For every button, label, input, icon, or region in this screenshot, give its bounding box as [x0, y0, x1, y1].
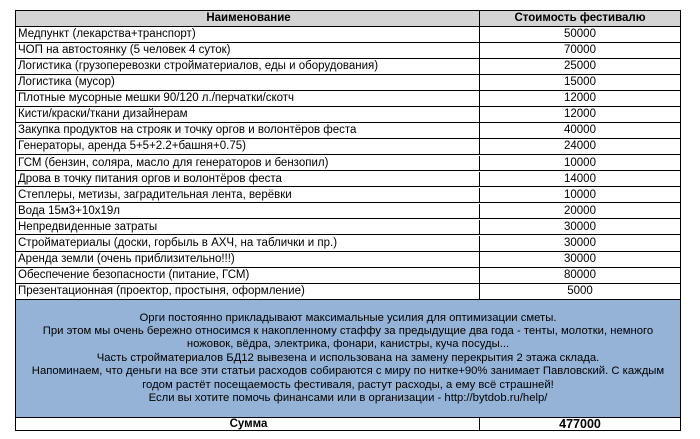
item-name: Обеспечение безопасности (питание, ГСМ) — [16, 268, 480, 283]
item-cost: 5000 — [567, 285, 593, 298]
table-row — [16, 220, 680, 236]
table-row — [16, 236, 680, 252]
header-cost: Стоимость фестивалю — [514, 12, 646, 24]
table-row — [16, 139, 680, 155]
header-name: Наименование — [16, 11, 480, 26]
item-name: Стройматериалы (доски, горбыль в АХЧ, на таблички и пр.) — [16, 236, 480, 251]
item-name: ГСМ (бензин, солярa, масло для генераторов и бензопил) — [16, 156, 480, 171]
item-cost: 15000 — [564, 76, 596, 89]
item-cost: 30000 — [564, 220, 596, 233]
item-name: Кисти/краски/ткани дизайнерам — [16, 107, 480, 122]
note-line: Часть стройматериалов БД12 вывезена и использована на замену перекрытия 2 этажа склада. — [96, 351, 600, 364]
budget-table — [15, 10, 681, 431]
item-name: Аренда земли (очень приблизительно!!!) — [16, 252, 480, 267]
table-row — [16, 75, 680, 91]
item-cost: 25000 — [564, 60, 596, 73]
table-row — [16, 43, 680, 59]
item-name: Закупка продуктов на строяк и точку оргов и волонтёров феста — [16, 123, 480, 138]
table-row — [16, 27, 680, 43]
table-row — [16, 268, 680, 284]
note-line: При этом мы очень бережно относимся к накопленному стаффу за предыдущие два года - тенты, молотки, немного — [42, 324, 654, 337]
note-line: годом растёт посещаемость фестиваля, растут расходы, а ему всё страшней! — [142, 378, 554, 391]
item-name: Презентационная (проектор, простыня, оформление) — [16, 284, 480, 299]
item-cost: 40000 — [564, 124, 596, 137]
note-line: Напоминаем, что деньги на все эти статьи расходов собираются с миру по нитке+90% занимает Павловский. С каждым — [31, 365, 665, 378]
table-row — [16, 123, 680, 139]
item-cost: 12000 — [564, 92, 596, 105]
total-label: Сумма — [16, 418, 480, 430]
table-row — [16, 59, 680, 75]
item-cost: 30000 — [564, 236, 596, 249]
item-name: Плотные мусорные мешки 90/120 л./перчатки/скотч — [16, 91, 480, 106]
table-row — [16, 252, 680, 268]
table-row — [16, 188, 680, 204]
table-row — [16, 156, 680, 172]
item-cost: 30000 — [564, 252, 596, 265]
item-name: Дрова в точку питания оргов и волонтёров феста — [16, 172, 480, 187]
item-cost: 10000 — [564, 188, 596, 201]
total-value: 477000 — [559, 417, 601, 431]
item-cost: 80000 — [564, 269, 596, 282]
item-cost: 70000 — [564, 44, 596, 57]
item-name: Непредвиденные затраты — [16, 220, 480, 235]
table-row — [16, 91, 680, 107]
item-name: Медпункт (лекарства+транспорт) — [16, 27, 480, 42]
item-cost: 14000 — [564, 172, 596, 185]
item-cost: 24000 — [564, 140, 596, 153]
table-row — [16, 204, 680, 220]
total-row — [16, 418, 680, 430]
table-header-row — [16, 11, 680, 27]
note-line: Орги постоянно прикладывают максимальные усилия для оптимизации сметы. — [139, 311, 557, 324]
table-row — [16, 284, 680, 300]
item-cost: 20000 — [564, 204, 596, 217]
table-row — [16, 172, 680, 188]
note-line: Если вы хотите помочь финансами или в организации - http://bytdob.ru/help/ — [148, 392, 548, 405]
item-name: Степлеры, метизы, заградительная лента, верёвки — [16, 188, 480, 203]
item-name: Генераторы, аренда 5+5+2.2+башня+0.75) — [16, 139, 480, 154]
item-cost: 10000 — [564, 156, 596, 169]
note-line: ножовок, вёдра, электрика, фонари, канистры, куча посуды... — [186, 338, 510, 351]
table-row — [16, 107, 680, 123]
item-cost: 12000 — [564, 108, 596, 121]
item-name: Логистика (мусор) — [16, 75, 480, 90]
item-name: Логистика (грузоперевозки стройматериалов, еды и оборудования) — [16, 59, 480, 74]
item-cost: 50000 — [564, 28, 596, 40]
note-block — [16, 300, 680, 418]
item-name: ЧОП на автостоянку (5 человек 4 суток) — [16, 43, 480, 58]
item-name: Вода 15м3+10х19л — [16, 204, 480, 219]
